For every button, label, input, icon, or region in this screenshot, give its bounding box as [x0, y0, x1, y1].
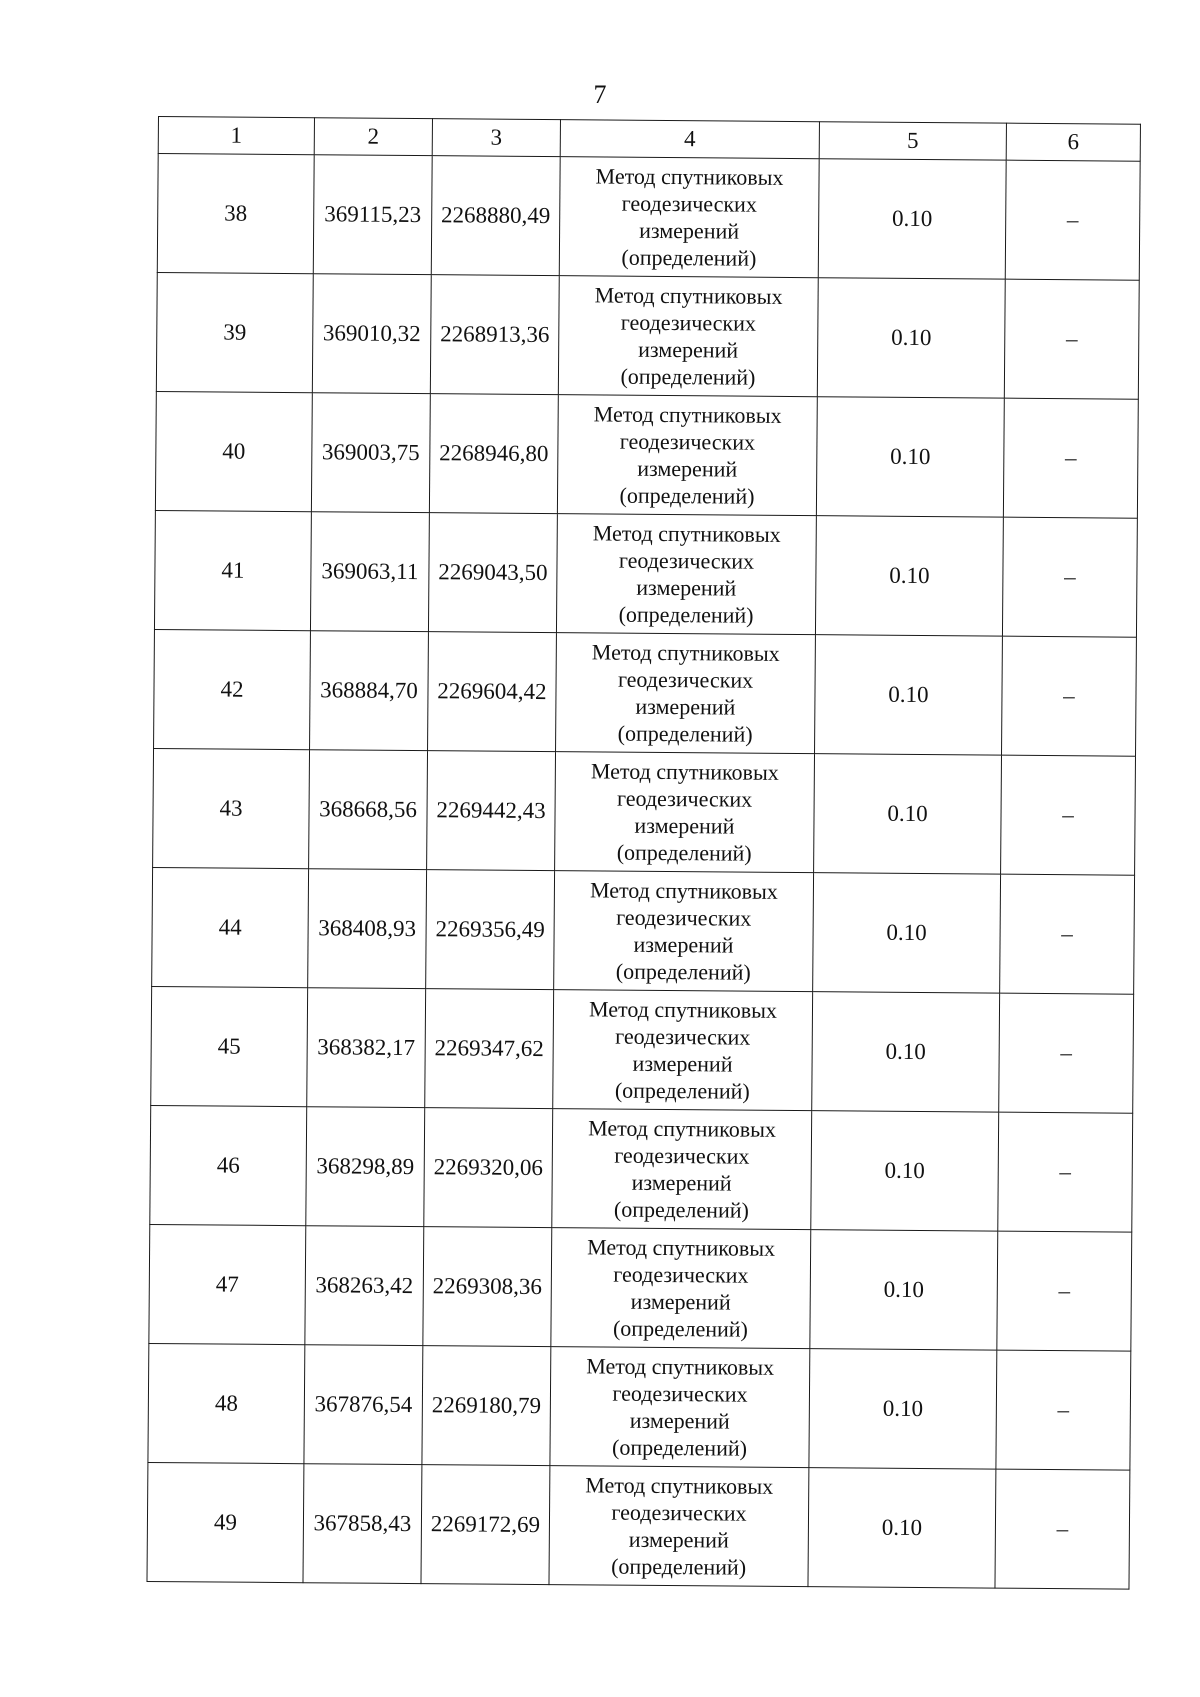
method-line: измерений: [638, 336, 739, 363]
method-line: (определений): [617, 720, 753, 747]
y-coordinate-cell: 2269320,06: [424, 1108, 553, 1228]
method-line: измерений: [633, 931, 734, 958]
method-cell: [556, 633, 816, 754]
method-line: (определений): [613, 1196, 749, 1223]
method-line: (определений): [612, 1315, 749, 1342]
table-row: [154, 510, 1137, 637]
method-line: измерений: [635, 693, 736, 720]
method-line: Метод спутниковых: [585, 1472, 774, 1499]
method-line: (определений): [614, 1077, 750, 1104]
point-number-cell: 41: [154, 510, 311, 630]
method-line: измерений: [631, 1169, 732, 1196]
method-line: (определений): [619, 482, 755, 509]
method-line: Метод спутниковых: [595, 163, 784, 190]
table-row: [150, 1105, 1133, 1232]
y-coordinate-cell: 2269347,62: [425, 989, 554, 1109]
method-cell: [549, 1466, 809, 1587]
method-line: геодезических: [612, 1380, 748, 1407]
point-number-cell: 40: [155, 391, 312, 511]
table-row: [148, 1343, 1131, 1470]
accuracy-cell: 0.10: [814, 754, 1002, 874]
method-line: Метод спутниковых: [594, 282, 783, 309]
method-line: Метод спутниковых: [592, 520, 781, 547]
x-coordinate-cell: 367858,43: [303, 1464, 422, 1584]
method-line: измерений: [636, 574, 737, 601]
point-number-cell: 47: [149, 1224, 306, 1344]
note-cell: –: [996, 1350, 1131, 1470]
point-number-cell: 43: [153, 748, 310, 868]
method-line: измерений: [628, 1526, 729, 1553]
method-line: измерений: [629, 1407, 730, 1434]
y-coordinate-cell: 2268946,80: [429, 394, 558, 514]
note-cell: –: [997, 1231, 1132, 1351]
table-row: [154, 629, 1137, 756]
method-line: геодезических: [613, 1261, 749, 1288]
method-cell: [555, 752, 815, 873]
point-number-cell: 48: [148, 1343, 305, 1463]
method-line: Метод спутниковых: [588, 1115, 777, 1142]
note-cell: –: [1001, 755, 1136, 875]
note-cell: –: [999, 993, 1134, 1113]
table-row: [157, 154, 1140, 281]
point-number-cell: 42: [154, 629, 311, 749]
x-coordinate-cell: 369010,32: [312, 274, 431, 394]
accuracy-cell: 0.10: [810, 1230, 998, 1350]
method-line: измерений: [634, 812, 735, 839]
accuracy-cell: 0.10: [808, 1468, 996, 1588]
accuracy-cell: 0.10: [811, 1111, 999, 1231]
method-cell: [551, 1228, 811, 1349]
method-line: (определений): [616, 839, 752, 866]
point-number-cell: 45: [151, 986, 308, 1106]
method-line: измерений: [637, 455, 738, 482]
y-coordinate-cell: 2269604,42: [428, 632, 557, 752]
method-line: Метод спутниковых: [589, 877, 778, 904]
header-col-1: 1: [158, 117, 314, 155]
point-number-cell: 49: [147, 1462, 304, 1582]
header-col-5: 5: [819, 122, 1006, 160]
method-line: (определений): [618, 601, 754, 628]
table-row: [153, 748, 1136, 875]
method-line: (определений): [615, 958, 751, 985]
accuracy-cell: 0.10: [817, 278, 1005, 398]
method-line: геодезических: [618, 547, 755, 574]
method-line: Метод спутниковых: [587, 1234, 776, 1261]
method-line: геодезических: [620, 309, 757, 336]
method-line: (определений): [611, 1434, 748, 1461]
method-line: геодезических: [615, 1023, 751, 1050]
y-coordinate-cell: 2269172,69: [421, 1465, 550, 1585]
point-number-cell: 39: [156, 272, 313, 392]
method-line: геодезических: [621, 190, 758, 217]
method-line: Метод спутниковых: [593, 401, 782, 428]
y-coordinate-cell: 2268913,36: [430, 275, 559, 395]
table-row: [152, 867, 1135, 994]
x-coordinate-cell: 367876,54: [304, 1345, 423, 1465]
method-line: геодезических: [619, 428, 756, 455]
table-row: [155, 391, 1138, 518]
header-col-3: 3: [432, 119, 560, 157]
method-line: Метод спутниковых: [586, 1353, 775, 1380]
y-coordinate-cell: 2269308,36: [423, 1227, 552, 1347]
note-cell: –: [1002, 636, 1137, 756]
method-cell: [553, 990, 813, 1111]
accuracy-cell: 0.10: [815, 635, 1003, 755]
x-coordinate-cell: 368884,70: [310, 631, 429, 751]
method-line: Метод спутниковых: [591, 639, 780, 666]
table-body: [147, 154, 1140, 1590]
method-line: геодезических: [614, 1142, 750, 1169]
method-line: (определений): [620, 363, 756, 390]
note-cell: –: [998, 1112, 1133, 1232]
header-col-6: 6: [1006, 123, 1140, 161]
x-coordinate-cell: 369003,75: [311, 393, 430, 513]
y-coordinate-cell: 2269442,43: [427, 751, 556, 871]
method-line: Метод спутниковых: [590, 758, 779, 785]
x-coordinate-cell: 369115,23: [313, 155, 432, 275]
y-coordinate-cell: 2269180,79: [422, 1346, 551, 1466]
point-number-cell: 46: [150, 1105, 307, 1225]
method-line: геодезических: [611, 1499, 747, 1526]
method-cell: [558, 276, 818, 397]
x-coordinate-cell: 368298,89: [306, 1107, 425, 1227]
note-cell: –: [1005, 160, 1140, 280]
accuracy-cell: 0.10: [816, 397, 1004, 517]
method-line: измерений: [639, 217, 740, 244]
table-row: [147, 1462, 1130, 1589]
note-cell: –: [995, 1469, 1130, 1589]
point-number-cell: 44: [152, 867, 309, 987]
method-line: измерений: [632, 1050, 733, 1077]
method-cell: [557, 395, 817, 516]
method-cell: [550, 1347, 810, 1468]
note-cell: –: [1003, 398, 1138, 518]
x-coordinate-cell: 368668,56: [309, 750, 428, 870]
method-line: (определений): [621, 244, 757, 271]
table-row: [149, 1224, 1132, 1351]
method-cell: [554, 871, 814, 992]
y-coordinate-cell: 2269043,50: [428, 513, 557, 633]
header-col-2: 2: [314, 118, 432, 156]
method-line: измерений: [630, 1288, 731, 1315]
x-coordinate-cell: 368263,42: [305, 1226, 424, 1346]
accuracy-cell: 0.10: [813, 873, 1001, 993]
x-coordinate-cell: 368382,17: [307, 988, 426, 1108]
coordinates-table: [146, 116, 1140, 1590]
method-line: Метод спутниковых: [588, 996, 778, 1023]
note-cell: –: [1002, 517, 1137, 637]
method-line: геодезических: [616, 785, 753, 812]
accuracy-cell: 0.10: [812, 992, 1000, 1112]
x-coordinate-cell: 368408,93: [308, 869, 427, 989]
header-col-4: 4: [560, 120, 819, 159]
method-line: (определений): [611, 1553, 747, 1580]
x-coordinate-cell: 369063,11: [310, 512, 429, 632]
accuracy-cell: 0.10: [815, 516, 1003, 636]
table-row: [151, 986, 1134, 1113]
table-row: [156, 272, 1139, 399]
y-coordinate-cell: 2269356,49: [426, 870, 555, 990]
note-cell: –: [1004, 279, 1139, 399]
point-number-cell: 38: [157, 154, 314, 274]
note-cell: –: [1000, 874, 1135, 994]
y-coordinate-cell: 2268880,49: [431, 156, 560, 276]
method-cell: [559, 157, 819, 278]
method-cell: [556, 514, 816, 635]
coordinates-table-container: [146, 116, 1139, 1590]
method-cell: [552, 1109, 812, 1230]
page-number: 7: [593, 80, 607, 109]
accuracy-cell: 0.10: [818, 159, 1006, 279]
method-line: геодезических: [616, 904, 752, 931]
accuracy-cell: 0.10: [809, 1349, 997, 1469]
method-line: геодезических: [617, 666, 754, 693]
